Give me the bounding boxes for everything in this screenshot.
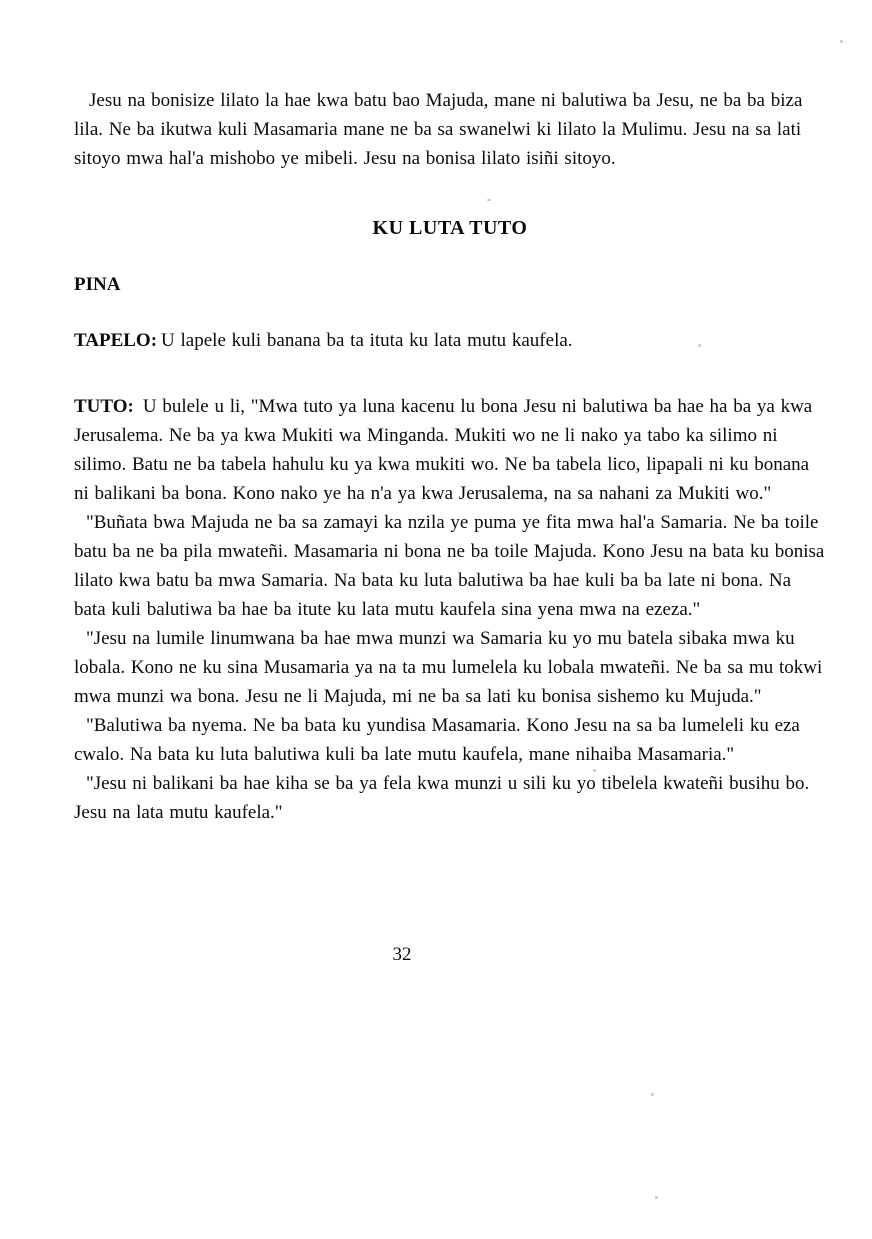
scan-speck [840, 40, 843, 43]
tapelo-paragraph [74, 326, 826, 355]
scan-speck [651, 1093, 654, 1096]
tuto-quote-paragraph-2: "Jesu na lumile linumwana ba hae mwa munzi wa Samaria ku yo mu batela sibaka mwa ku lobala. Kono ne ku sina Musamaria ya na ta mu lumelela ku lobala mwateñi. Ne ba sa mu tokwi mwa munzi wa bona. Jesu ne li Majuda, mi ne ba sa lati ku bonisa sishemo ku Mujuda." [74, 628, 823, 707]
section-heading: KU LUTA TUTO [372, 217, 528, 239]
intro-paragraph: Jesu na bonisize lilato la hae kwa batu bao Majuda, mane ni balutiwa ba Jesu, ne ba ba biza lila. Ne ba ikutwa kuli Masamaria mane ne ba sa swanelwi ki lilato la Mulimu. Jesu na sa lati sitoyo mwa hal'a mishobo ye mibeli. Jesu na bonisa lilato isiñi sitoyo. [74, 90, 803, 169]
scan-speck [487, 199, 491, 201]
scan-speck [698, 344, 701, 347]
scan-speck [655, 1196, 658, 1199]
tuto-intro-text: U bulele u li, "Mwa tuto ya luna kacenu lu bona Jesu ni balutiwa ba hae ha ba ya kwa Jerusalema. Ne ba ya kwa Mukiti wa Minganda. Mukiti wo ne li nako ya tabo ka silimo ni silimo. Batu ne ba tabela hahulu ku ya kwa mukiti wo. Ne ba tabela lico, lipapali ni ku bonana ni balikani ba bona. Kono nako ye ha n'a ya kwa Jerusalema, na sa nahani za Mukiti wo." [74, 396, 813, 504]
tapelo-label: TAPELO: [74, 330, 158, 351]
tapelo-text: U lapele kuli banana ba ta ituta ku lata mutu kaufela. [161, 330, 573, 351]
tuto-label: TUTO: [74, 396, 134, 417]
tuto-quote-paragraph-1: "Buñata bwa Majuda ne ba sa zamayi ka nzila ye puma ye fita mwa hal'a Samaria. Ne ba toile batu ba ne ba pila mwateñi. Masamaria ni bona ne ba toile Majuda. Kono Jesu na bata ku bonisa lilato kwa batu ba mwa Samaria. Na bata ku luta balutiwa ba hae kuli ba ba late ni bona. Na bata kuli balutiwa ba hae ba itute ku lata mutu kaufela sina yena mwa na ezeza." [74, 512, 825, 620]
tuto-quote-paragraph-3: "Balutiwa ba nyema. Ne ba bata ku yundisa Masamaria. Kono Jesu na sa ba lumeleli ku eza cwalo. Na bata ku luta balutiwa kuli ba late mutu kaufela, mane nihaiba Masamaria." [74, 715, 800, 765]
scan-speck [593, 769, 596, 772]
tuto-quote-paragraph-4: "Jesu ni balikani ba hae kiha se ba ya fela kwa munzi u sili ku yo tibelela kwateñi busihu bo. Jesu na lata mutu kaufela." [74, 773, 810, 823]
tuto-paragraph [74, 392, 826, 508]
page-number: 32 [392, 944, 412, 965]
pina-heading: PINA [74, 274, 121, 295]
